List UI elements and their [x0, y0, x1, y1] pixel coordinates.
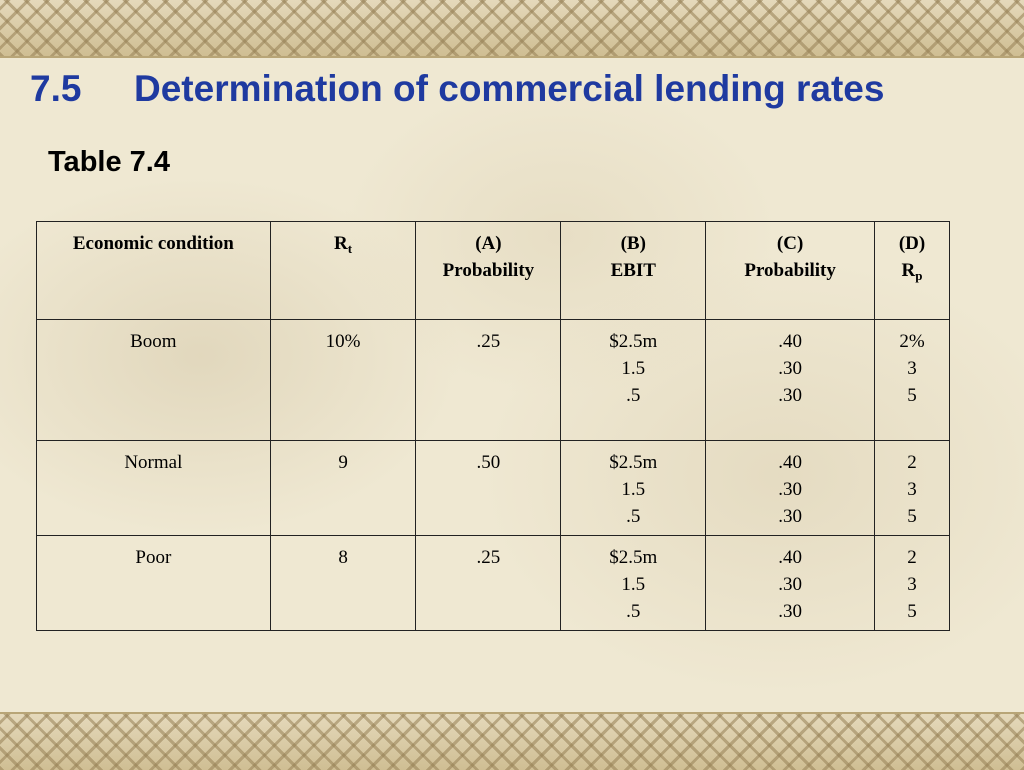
cell-prob-a: .50 [416, 441, 561, 536]
table-caption: Table 7.4 [48, 146, 170, 178]
cell-condition: Normal [37, 441, 271, 536]
table-row [37, 441, 950, 536]
cell-prob-c: .40 .30 .30 [706, 536, 875, 631]
decorative-top-border [0, 0, 1024, 58]
header-probability-a: (A) Probability [416, 222, 561, 320]
cell-rt: 8 [270, 536, 416, 631]
header-ebit-b: (B) EBIT [561, 222, 706, 320]
table-row [37, 536, 950, 631]
cell-condition: Poor [37, 536, 271, 631]
table-row [37, 320, 950, 441]
decorative-bottom-border [0, 712, 1024, 770]
cell-prob-a: .25 [416, 536, 561, 631]
header-rp-d: (D) $R_p$ [875, 222, 950, 320]
cell-prob-c: .40 .30 .30 [706, 320, 875, 441]
section-title: Determination of commercial lending rates [134, 68, 885, 109]
cell-ebit: $2.5m 1.5 .5 [561, 441, 706, 536]
cell-rp: 2 3 5 [875, 441, 950, 536]
cell-ebit: $2.5m 1.5 .5 [561, 320, 706, 441]
cell-ebit: $2.5m 1.5 .5 [561, 536, 706, 631]
cell-condition: Boom [37, 320, 271, 441]
slide-title [30, 68, 884, 110]
cell-rt: 9 [270, 441, 416, 536]
header-economic-condition: Economic condition [37, 222, 271, 320]
cell-rp: 2% 3 5 [875, 320, 950, 441]
cell-rp: 2 3 5 [875, 536, 950, 631]
cell-prob-c: .40 .30 .30 [706, 441, 875, 536]
lending-rates-table [36, 221, 950, 631]
header-probability-c: (C) Probability [706, 222, 875, 320]
table-header-row [37, 222, 950, 320]
cell-rt: 10% [270, 320, 416, 441]
cell-prob-a: .25 [416, 320, 561, 441]
header-rt: $R_t$ [270, 222, 416, 320]
section-number: 7.5 [30, 68, 82, 109]
